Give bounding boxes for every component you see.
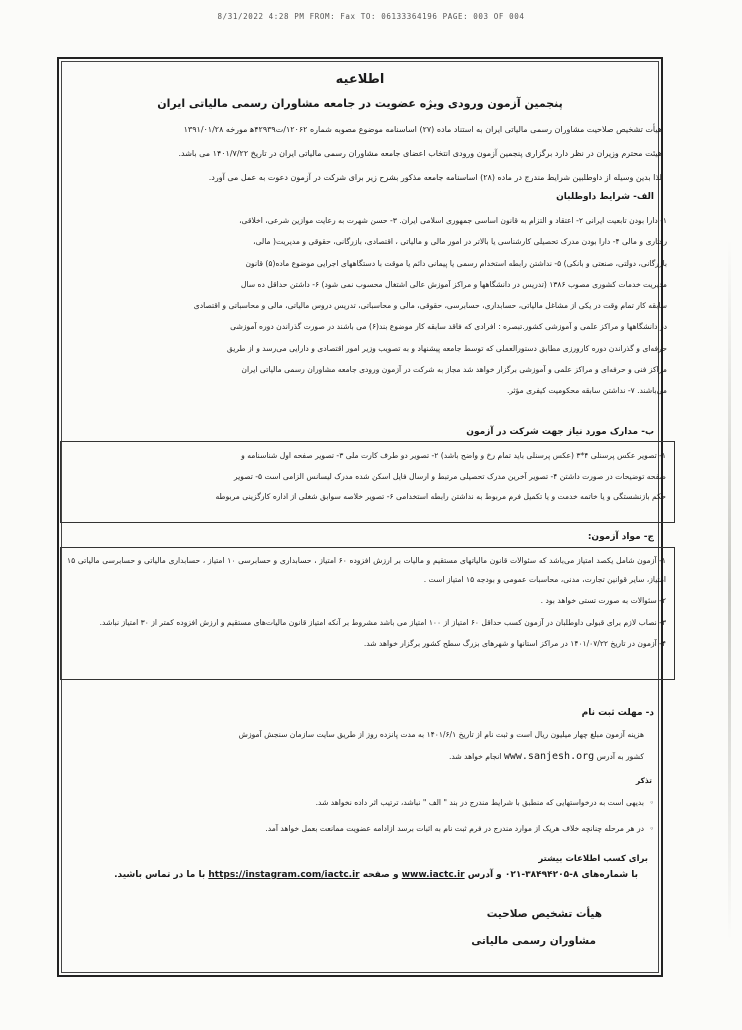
section-line: حرفه‌ای و گذراندن دوره کارورزی مطابق دستورالعملی که توسط جامعه پیشنهاد و به تصویب وزیر امور اقتصادی و دارایی می‌رسد و از طریق — [226, 343, 667, 353]
section-line: مدیریت خدمات کشوری مصوب ۱۳۸۶ (تدریس در دانشگاهها و مراکز آموزش عالی اشتغال محسوب نمی شود) ۶- داشتن حداقل ده سال — [240, 279, 667, 289]
section-line: ۱- تصویر عکس پرسنلی ۴*۳ (عکس پرسنلی باید تمام رخ و واضح باشد) ۲- تصویر دو طرف کارت ملی ۳- تصویر صفحه اول شناسنامه و — [241, 451, 666, 460]
instagram-link[interactable]: https://instagram.com/iactc.ir — [208, 870, 360, 880]
note-item: ◦ بدیهی است به درخواستهایی که منطبق با شرایط مندرج در بند " الف " نباشد، ترتیب اثر داده نخواهد شد. — [134, 790, 654, 816]
section-line: ۳- نصاب لازم برای قبولی داوطلبان در آزمون کسب حداقل ۶۰ امتیاز از ۱۰۰ امتیاز می باشد مشروط بر آنکه امتیاز قانون مالیات‌های مستقیم و ارزش افزوده کمتر از ۳۰ امتیاز نباشد. — [99, 617, 666, 627]
contact-title: برای کسب اطلاعات بیشتر — [538, 854, 648, 864]
section-line: رفتاری و مالی ۴- دارا بودن مدرک تحصیلی کارشناسی یا بالاتر در امور مالی و مالیاتی ، اقتصادی، بازرگانی، حقوقی و مدیریت( مالی، — [253, 237, 667, 247]
contact-middle: و صفحه — [362, 870, 399, 880]
section-line — [138, 746, 644, 768]
intro-line: هیئت محترم وزیران در نظر دارد برگزاری پنجمین آزمون ورودی انتخاب اعضای جامعه مشاوران رسمی مالیاتی ایران در تاریخ ۱۴۰۱/۷/۲۲ می باشد. — [178, 149, 662, 158]
section-line: ۴- آزمون در تاریخ ۱۴۰۱/۰۷/۲۲ در مراکز استانها و شهرهای بزرگ سطح کشور برگزار خواهد شد. — [363, 639, 666, 648]
contact-suffix: با ما در تماس باشید. — [114, 870, 206, 880]
section-conditions-body — [60, 206, 675, 403]
signature-line-1: هیأت تشخیص صلاحیت — [486, 908, 602, 920]
intro-line: لذا بدین وسیله از داوطلبین شرایط مندرج در ماده (۲۸) اساسنامه جامعه مذکور بشرح زیر برای شرکت در آزمون دعوت به عمل می آورد. — [208, 173, 662, 182]
announcement-title: اطلاعیه — [335, 72, 385, 87]
fax-header: 8/31/2022 4:28 PM FROM: Fax TO: 06133364196 PAGE: 003 OF 004 — [217, 12, 525, 21]
section-line: مراکز فنی و حرفه‌ای و مراکز علمی و آموزشی برگزار خواهد شد مجاز به شرکت در آزمون ورودی جامعه مشاوران رسمی مالیاتی ایران — [241, 365, 667, 375]
section-line: هزینه آزمون مبلغ چهار میلیون ریال است و ثبت نام از تاریخ ۱۴۰۱/۶/۱ به مدت پانزده روز از طریق سایت سازمان سنجش آموزش — [238, 730, 644, 739]
section-registration-body — [132, 720, 652, 778]
section-line: صفحه توضیحات در صورت داشتن ۴- تصویر آخرین مدرک تحصیلی مرتبط و ارسال فایل اسکن شده مدرک لیسانس الزامی است ۵- تصویر — [233, 471, 666, 481]
note-item: ◦ در هر مرحله چنانچه خلاف هریک از موارد مندرج در فرم ثبت نام به اثبات برسد ازادامه عضویت ممانعت بعمل خواهد آمد. — [134, 816, 654, 842]
section-line: سابقه کار تمام وقت در یکی از مشاغل مالیاتی، حسابداری، حسابرسی، حقوقی، مالی و محاسباتی، تدریس دروس مالیاتی، مالی و محاسباتی و اقتصادی — [193, 301, 667, 311]
section-line: حکم بازنشستگی و یا خاتمه خدمت و یا تکمیل فرم مربوط به نداشتن رابطه استخدامی ۶- تصویر خلاصه سوابق شغلی از اداره کارگزینی مربوطه — [215, 492, 666, 501]
contact-line — [100, 870, 638, 880]
section-title-registration: د- مهلت ثبت نام — [581, 708, 654, 718]
scan-artifact — [728, 240, 731, 940]
notes-title: تذکر — [635, 776, 652, 785]
section-title-documents: ب- مدارک مورد نیاز جهت شرکت در آزمون — [466, 427, 654, 437]
section-line: ۲- سئوالات به صورت تستی خواهد بود . — [540, 596, 666, 605]
sanjesh-website-link[interactable]: www.sanjesh.org — [503, 751, 595, 762]
section-exam-subjects-body — [60, 547, 675, 680]
section-documents-body — [60, 441, 675, 523]
signature-line-2: مشاوران رسمی مالیاتی — [471, 935, 596, 947]
registration-text: کشور به آدرس — [596, 752, 644, 761]
section-line: در دانشگاهها و مراکز علمی و آموزشی کشور.تبصره : افرادی که فاقد سابقه کار موضوع بند(۶) می باشند در صورت گذراندن دوره آموزشی — [230, 322, 667, 332]
section-title-exam-subjects: ج- مواد آزمون: — [587, 532, 654, 542]
announcement-subtitle: پنجمین آزمون ورودی ویژه عضویت در جامعه مشاوران رسمی مالیاتی ایران — [157, 97, 563, 110]
iactc-website-link[interactable]: www.iactc.ir — [401, 870, 465, 880]
section-line: ۱- دارا بودن تابعیت ایرانی ۲- اعتقاد و التزام به قانون اساسی جمهوری اسلامی ایران. ۳- حسن شهرت به رعایت موازین شرعی، اخلاقی، — [239, 216, 667, 225]
intro-line: هیأت تشخیص صلاحیت مشاوران رسمی مالیاتی ایران به استناد ماده (۲۷) اساسنامه موضوع مصوبه شماره ۱۲۰۶۲/ت۴۲۹۳۹ﻫ مورخه ۱۳۹۱/۰۱/۲۸ — [183, 125, 662, 134]
section-title-conditions: الف- شرایط داوطلبان — [556, 192, 654, 202]
section-line: ۱- آزمون شامل یکصد امتیاز می‌باشد که سئوالات قانون مالیاتهای مستقیم و مالیات بر ارزش افزوده ۶۰ امتیاز ، حسابداری و حسابرسی ۱۰ امتیاز ، حسابداری مالیاتی و حسابرسی مالیاتی ۱۵ امتیاز، سایر قوانین تجارت، مدنی، محاسبات عمومی و بودجه ۱۵ امتیاز است . — [67, 556, 666, 584]
notes-list — [134, 790, 654, 842]
section-line: می‌باشند. ۷- نداشتن سابقه محکومیت کیفری مؤثر. — [506, 386, 667, 396]
intro-paragraph — [62, 118, 662, 190]
section-line: بازرگانی، دولتی، صنعتی و بانکی) ۵- نداشتن رابطه استخدام رسمی یا پیمانی دائم یا موقت با دستگاههای اجرایی موضوع ماده(۵) قانون — [245, 258, 667, 268]
contact-phone: با شماره‌های ۸-۳۸۴۹۴۲۰۵-۰۲۱ و آدرس — [467, 870, 638, 880]
registration-suffix: انجام خواهد شد. — [448, 752, 502, 761]
